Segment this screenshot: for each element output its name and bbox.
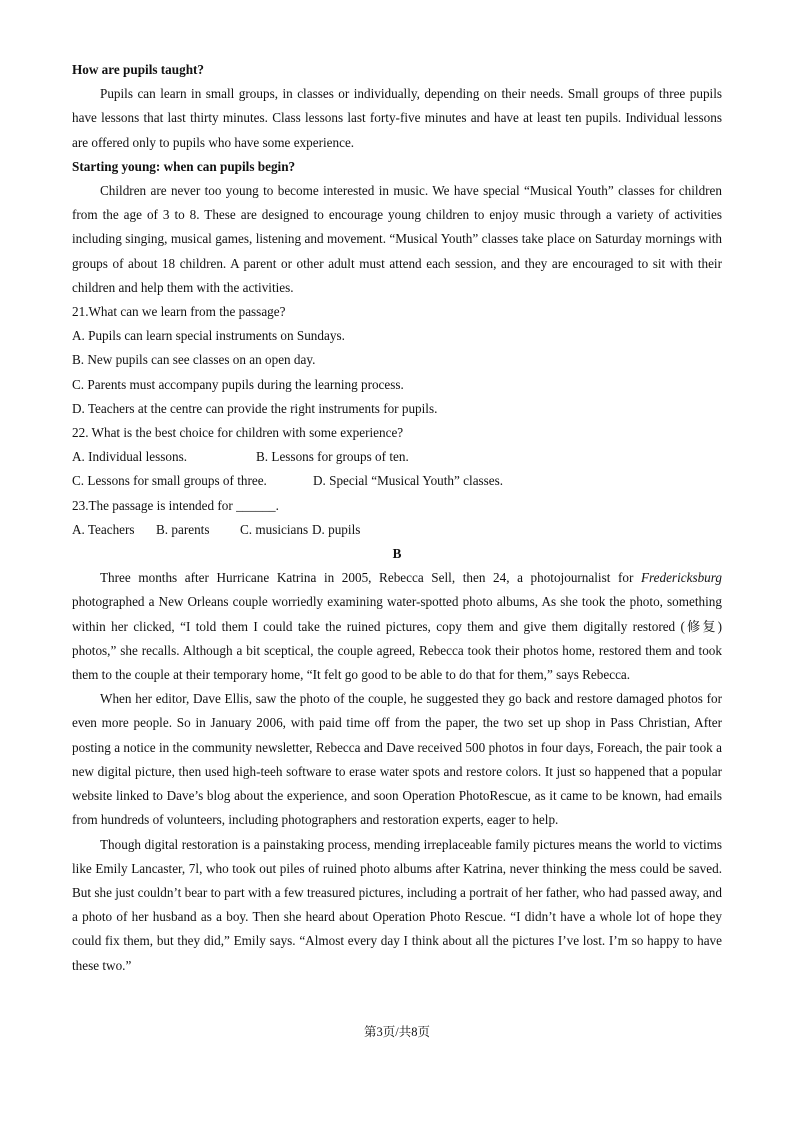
question-23-options xyxy=(72,518,722,542)
paragraph-emily-lancaster: Though digital restoration is a painstaking process, mending irreplaceable family pictures means the world to victims like Emily Lancaster, 7l, who took out piles of ruined photo albums after Katrina, never thinking the mess could be saved. But she just couldn’t bear to part with a few treasured pictures, including a portrait of her father, who had passed away, and a photo of her husband as a boy. Then she heard about Operation Photo Rescue. “I didn’t have a whole lot of hope they could fix them, but they did,” Emily says. “Almost every day I think about all the pictures I’ve lost. I’m so happy to have these two.” xyxy=(72,836,722,973)
paragraph-musical-youth: Children are never too young to become interested in music. We have special “Musical Youth” classes for children from the age of 3 to 8. These are designed to encourage young children to enjoy music through a variety of activities including singing, musical games, listening and movement. “Musical Youth” classes take place on Saturday mornings with groups of about 18 children. A parent or other adult must attend each session, and they are encouraged to sit with their children and help them with the activities. xyxy=(72,183,722,295)
question-21-option-d: D. Teachers at the centre can provide the right instruments for pupils. xyxy=(72,400,438,416)
question-22-option-b: B. Lessons for groups of ten. xyxy=(256,449,409,465)
question-22-option-c: C. Lessons for small groups of three. xyxy=(72,473,267,489)
question-22-option-a: A. Individual lessons. xyxy=(72,449,188,465)
question-22-option-d: D. Special “Musical Youth” classes. xyxy=(313,473,504,489)
question-23-option-a: A. Teachers xyxy=(72,521,135,537)
question-21-option-b: B. New pupils can see classes on an open day. xyxy=(72,352,316,368)
question-22: 22. What is the best choice for children with some experience? xyxy=(72,425,404,441)
paragraph-rebecca-sell-rest: photographed a New Orleans couple worriedly examining water-spotted photo albums, As she took the photo, something within her clicked, “I told them I could take the ruined pictures, copy them and give them digitally restored (修复) photos,” she recalls. Although a bit sceptical, the couple agreed, Rebecca took their photos home, restored them and took them to the couple at their temporary home, “It felt go good to be able to do that for them,” says Rebecca. xyxy=(72,594,722,683)
question-23-option-d: D. pupils xyxy=(312,521,361,537)
question-21: 21.What can we learn from the passage? xyxy=(72,304,286,320)
section-b-label: B xyxy=(392,546,402,562)
document-body xyxy=(72,58,722,978)
paragraph-rebecca-sell xyxy=(72,566,722,687)
question-21-option-a: A. Pupils can learn special instruments on Sundays. xyxy=(72,328,345,344)
question-23-option-b: B. parents xyxy=(156,521,210,537)
page-number: 第3页/共8页 xyxy=(364,1025,430,1039)
question-22-options-row1 xyxy=(72,445,722,469)
newspaper-name: Fredericksburg xyxy=(640,570,722,586)
heading-how-taught: How are pupils taught? xyxy=(72,62,205,77)
question-22-options-row2 xyxy=(72,469,722,493)
paragraph-dave-ellis: When her editor, Dave Ellis, saw the photo of the couple, he suggested they go back and restore damaged photos for even more people. So in January 2006, with paid time off from the paper, the two set up shop in Pass Christian, After posting a notice in the community newsletter, Rebecca and Dave received 500 photos in four days, Foreach, the pair took a new digital picture, then used high-teeh software to erase water spots and restore colors. It just so happened that a popular website linked to Dave’s blog about the experience, and soon Operation PhotoRescue, as it came to be known, had emails from hundreds of volunteers, including photographers and restoration experts, eager to help. xyxy=(72,691,722,828)
question-21-option-c: C. Parents must accompany pupils during the learning process. xyxy=(72,376,404,392)
question-23-option-c: C. musicians xyxy=(240,521,309,537)
question-23: 23.The passage is intended for ______. xyxy=(72,497,279,513)
paragraph-rebecca-sell-start: Three months after Hurricane Katrina in 2005, Rebecca Sell, then 24, a photojournalist for xyxy=(100,570,641,586)
heading-starting-young: Starting young: when can pupils begin? xyxy=(72,158,296,174)
paragraph-pupils-taught: Pupils can learn in small groups, in classes or individually, depending on their needs. Small groups of three pupils have lessons that last thirty minutes. Class lessons last forty-five minutes and have at least ten pupils. Individual lessons are offered only to pupils who have some experience. xyxy=(72,86,722,150)
